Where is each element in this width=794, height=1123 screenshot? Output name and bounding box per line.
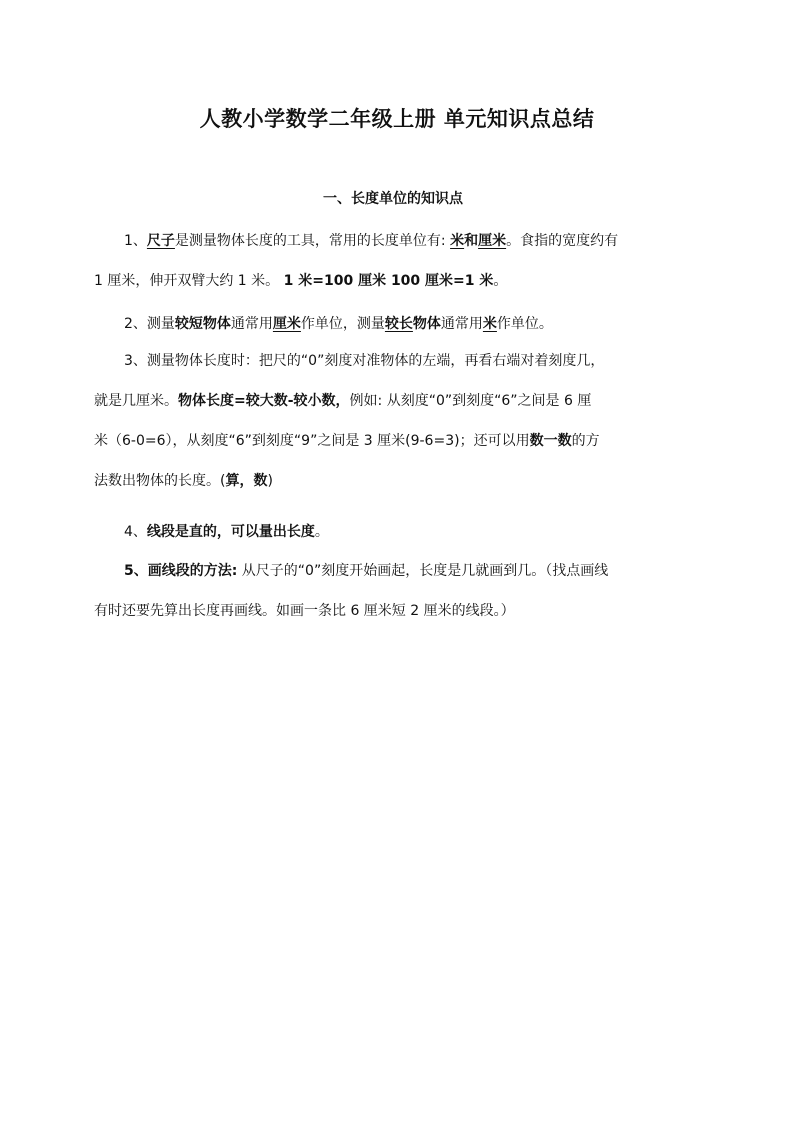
paragraph-4-line-1 [94, 512, 696, 552]
text: ) [267, 473, 273, 489]
text: 的方 [571, 433, 600, 449]
paragraph-3-line-2 [94, 381, 696, 421]
text: 通常用 [440, 316, 483, 332]
centimeter-term: 厘米 [272, 316, 301, 332]
segment-fact: 线段是直的，可以量出长度 [146, 524, 315, 540]
paragraph-3 [94, 341, 696, 501]
text: 。食指的宽度约有 [506, 233, 619, 249]
paragraph-5 [94, 551, 696, 631]
meter-term: 米 [450, 233, 465, 249]
text: 2、测量 [124, 316, 175, 332]
object-term: 物体 [412, 316, 441, 332]
unit-conversion: 1 米=100 厘米 100 厘米=1 米 [283, 273, 494, 289]
text: 通常用 [230, 316, 273, 332]
text: 例如: 从刻度“0”到刻度“6”之间是 6 厘 [349, 393, 592, 409]
section-heading: 一、长度单位的知识点 [323, 191, 463, 207]
text: 米（6-0=6），从刻度“6”到刻度“9”之间是 3 厘米(9-6=3)；还可以用 [94, 433, 530, 449]
method-term: 算，数 [225, 473, 268, 489]
text: 法数出物体的长度。( [94, 473, 226, 489]
paragraph-2-line-1 [94, 304, 696, 344]
text: 就是几厘米。 [94, 393, 178, 409]
meter-term: 米 [482, 316, 497, 332]
long-term: 较长 [384, 316, 413, 332]
item-number: 4、 [124, 524, 147, 540]
centimeter-term: 厘米 [478, 233, 507, 249]
paragraph-5-line-2: 有时还要先算出长度再画线。如画一条比 6 厘米短 2 厘米的线段。） [94, 603, 515, 619]
paragraph-3-line-4 [94, 461, 696, 501]
drawing-method-heading: 5、画线段的方法: [124, 563, 238, 579]
paragraph-2 [94, 304, 696, 344]
count-term: 数一数 [529, 433, 572, 449]
paragraph-1 [94, 221, 696, 301]
text: 1 厘米，伸开双臂大约 1 米。 [94, 273, 284, 289]
and-text: 和 [464, 233, 479, 249]
length-formula: 物体长度=较大数-较小数， [178, 393, 350, 409]
paragraph-4 [94, 512, 696, 552]
paragraph-3-line-1: 3、测量物体长度时：把尺的“0”刻度对准物体的左端，再看右端对着刻度几， [124, 353, 605, 369]
text: 。 [493, 273, 508, 289]
text: 。 [314, 524, 329, 540]
text: 作单位。 [496, 316, 553, 332]
paragraph-1-line-2 [94, 261, 696, 301]
item-number: 1、 [124, 233, 147, 249]
text: 从尺子的“0”刻度开始画起，长度是几就画到几。（找点画线 [237, 563, 609, 579]
paragraph-5-line-1 [94, 551, 696, 591]
text: 是测量物体长度的工具，常用的长度单位有: [174, 233, 451, 249]
document-title: 人教小学数学二年级上册 单元知识点总结 [199, 107, 595, 131]
short-object-term: 较短物体 [174, 316, 231, 332]
ruler-term: 尺子 [146, 233, 175, 249]
paragraph-3-line-3 [94, 421, 696, 461]
paragraph-1-line-1 [94, 221, 696, 261]
text: 作单位，测量 [300, 316, 385, 332]
